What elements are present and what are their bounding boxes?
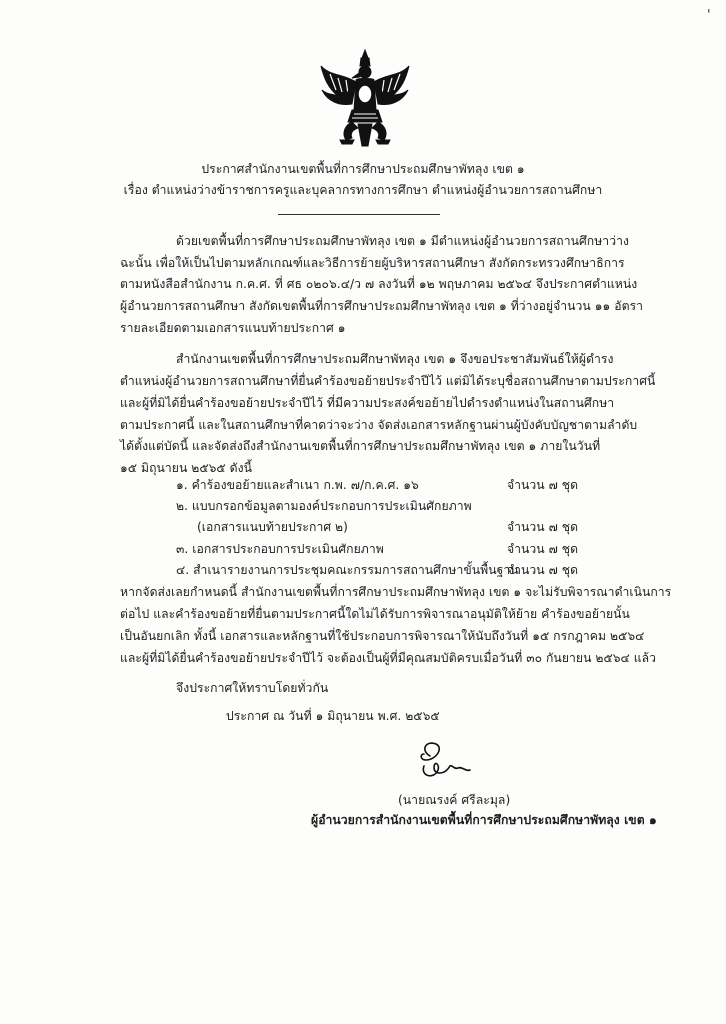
closing-statement: จึงประกาศให้ทราบโดยทั่วกัน [176,681,329,695]
announcement-subject: เรื่อง ตำแหน่งว่างข้าราชการครูและบุคลากรทางการศึกษา ตำแหน่งผู้อำนวยการสถานศึกษา [123,183,603,197]
announcement-heading: ประกาศสำนักงานเขตพื้นที่การศึกษาประถมศึกษาพัทลุง เขต ๑ [201,162,525,176]
paragraph-3-line: เป็นอันยกเลิก ทั้งนี้ เอกสารและหลักฐานที่ใช้ประกอบการพิจารณาให้นับถึงวันที่ ๑๕ กรกฎาคม ๒๕๖๔ [120,629,645,643]
paragraph-2-line: สำนักงานเขตพื้นที่การศึกษาประถมศึกษาพัทลุง เขต ๑ จึงขอประชาสัมพันธ์ให้ผู้ดำรง [176,352,614,366]
announcement-date: ประกาศ ณ วันที่ ๑ มิถุนายน พ.ศ. ๒๕๖๕ [226,709,440,723]
document-item-qty: จำนวน ๗ ชุด [507,563,579,577]
heading-divider [278,214,440,215]
document-item-label: ๔. สำเนารายงานการประชุมคณะกรรมการสถานศึกษาขั้นพื้นฐาน [176,563,519,577]
signature-mark [410,736,474,786]
paragraph-3-line: ต่อไป และคำร้องขอย้ายที่ยื่นตามประกาศนี้ใดไม่ได้รับการพิจารณาอนุมัติให้ย้าย คำร้องขอย้ายนั้น [120,607,630,621]
paragraph-1-line: รายละเอียดตามเอกสารแนบท้ายประกาศ ๑ [120,321,346,335]
paragraph-1-line: ฉะนั้น เพื่อให้เป็นไปตามหลักเกณฑ์และวิธีการย้ายผู้บริหารสถานศึกษา สังกัดกระทรวงศึกษาธิการ [120,256,625,270]
paragraph-1-line: ด้วยเขตพื้นที่การศึกษาประถมศึกษาพัทลุง เขต ๑ มีตำแหน่งผู้อำนวยการสถานศึกษาว่าง [176,234,629,248]
document-item-qty: จำนวน ๗ ชุด [507,478,579,492]
paragraph-2-line: ๑๕ มิถุนายน ๒๕๖๕ ดังนี้ [120,461,252,475]
document-item-label: ๓. เอกสารประกอบการประเมินศักยภาพ [176,542,384,556]
signer-title: ผู้อำนวยการสำนักงานเขตพื้นที่การศึกษาประถมศึกษาพัทลุง เขต ๑ [311,813,657,827]
document-item-qty: จำนวน ๗ ชุด [507,520,579,534]
paragraph-1-line: ผู้อำนวยการสถานศึกษา สังกัดเขตพื้นที่การศึกษาประถมศึกษาพัทลุง เขต ๑ ที่ว่างอยู่จำนวน ๑๑ อัตรา [120,299,644,313]
paragraph-2-line: และผู้ที่มิได้ยื่นคำร้องขอย้ายประจำปีไว้ ที่มีความประสงค์ขอย้ายไปดำรงตำแหน่งในสถานศึกษา [120,396,615,410]
document-item-qty: จำนวน ๗ ชุด [507,542,579,556]
paragraph-2-line: ตำแหน่งผู้อำนวยการสถานศึกษาที่ยื่นคำร้องขอย้ายประจำปีไว้ แต่มิได้ระบุชื่อสถานศึกษาตามประกาศนี้ [120,374,656,388]
document-item-label: ๑. คำร้องขอย้ายและสำเนา ก.พ. ๗/ก.ค.ศ. ๑๖ [176,478,419,492]
paragraph-1-line: ตามหนังสือสำนักงาน ก.ค.ศ. ที่ ศธ ๐๒๐๖.๔/ว ๗ ลงวันที่ ๑๒ พฤษภาคม ๒๕๖๔ จึงประกาศตำแหน่ง [120,277,638,291]
paragraph-3-line: และผู้ที่มิได้ยื่นคำร้องขอย้ายประจำปีไว้ จะต้องเป็นผู้ที่มีคุณสมบัติครบเมื่อวันที่ ๓๐ กันยายน ๒๕๖๔ แล้ว [120,651,657,665]
document-item-label: ๒. แบบกรอกข้อมูลตามองค์ประกอบการประเมินศักยภาพ [176,499,472,513]
garuda-emblem [318,48,412,148]
paragraph-2-line: ตามประกาศนี้ และในสถานศึกษาที่คาดว่าจะว่าง จัดส่งเอกสารหลักฐานผ่านผู้บังคับบัญชาตามลำดับ [120,418,638,432]
corner-mark: ' [707,8,711,23]
paragraph-2-line: ได้ตั้งแต่บัดนี้ และจัดส่งถึงสำนักงานเขตพื้นที่การศึกษาประถมศึกษาพัทลุง เขต ๑ ภายในวันที่ [120,439,601,453]
paragraph-3-line: หากจัดส่งเลยกำหนดนี้ สำนักงานเขตพื้นที่การศึกษาประถมศึกษาพัทลุง เขต ๑ จะไม่รับพิจารณาดำเนินการ [120,585,672,599]
signer-name: (นายณรงค์ ศรีละมุล) [398,793,511,807]
document-item-label: (เอกสารแนบท้ายประกาศ ๒) [197,520,348,534]
